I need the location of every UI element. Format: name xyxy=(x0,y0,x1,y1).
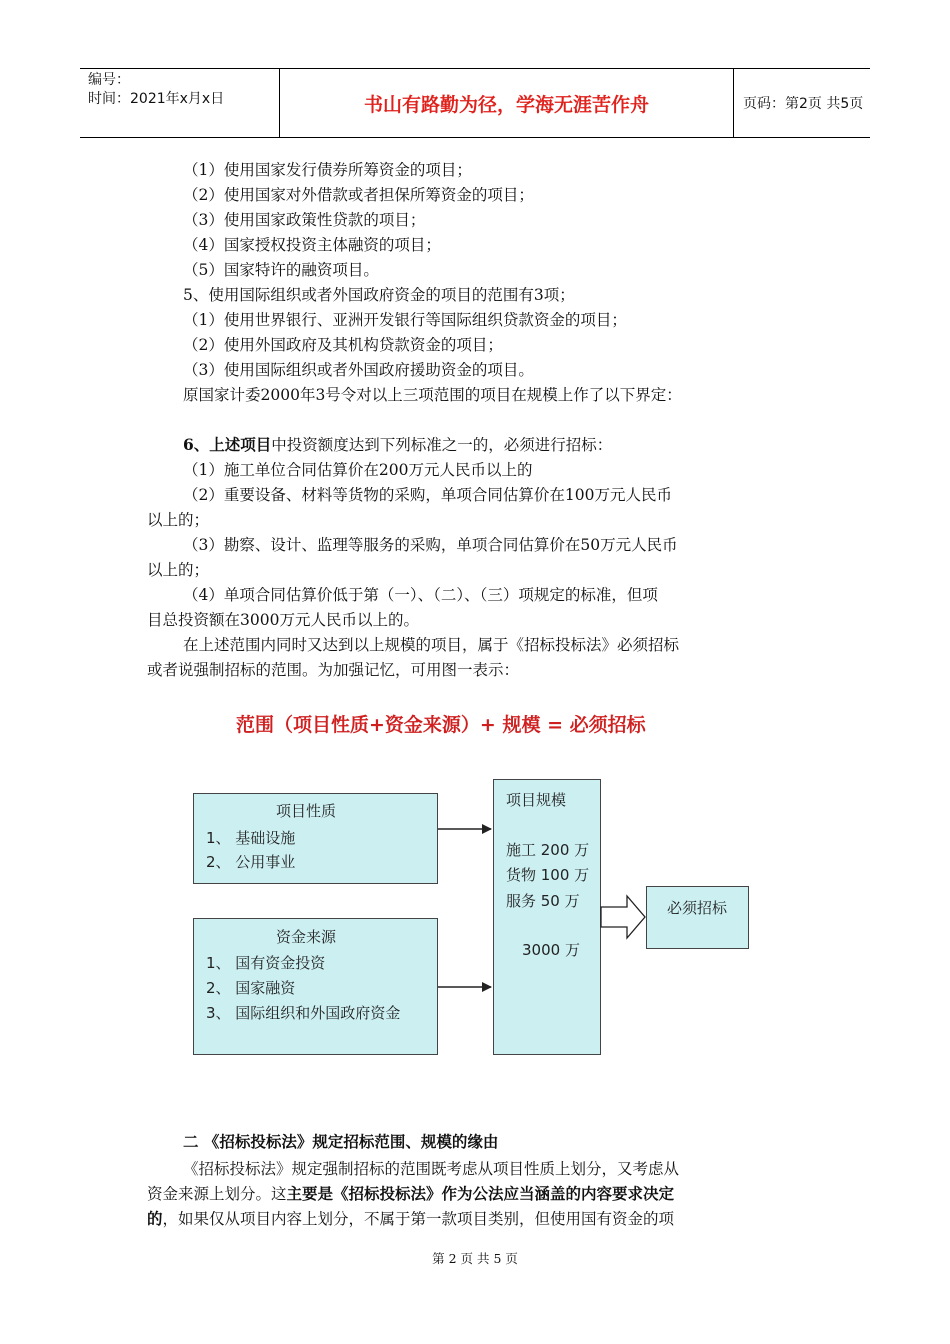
nature-item: 1、 基础设施 xyxy=(206,829,296,847)
body-line: 以上的； xyxy=(147,511,210,529)
body-line: 原国家计委2000年3号令对以上三项范围的项目在规模上作了以下界定： xyxy=(183,386,682,404)
body-line: 《招标投标法》规定强制招标的范围既考虑从项目性质上划分，又考虑从 xyxy=(183,1160,680,1178)
body-line: （1）使用国家发行债券所筹资金的项目； xyxy=(183,161,472,179)
body-line: 在上述范围内同时又达到以上规模的项目，属于《招标投标法》必须招标 xyxy=(183,636,680,654)
p2-normal: 资金来源上划分。这 xyxy=(147,1185,287,1203)
p2-bold: 主要是《招标投标法》作为公法应当涵盖的内容要求决定 xyxy=(286,1184,675,1203)
arrow-scale-to-result xyxy=(601,896,645,938)
p3-bold: 的 xyxy=(147,1209,163,1228)
body-line: 目总投资额在3000万元人民币以上的。 xyxy=(147,611,419,629)
header-motto: 书山有路勤为径，学海无涯苦作舟 xyxy=(280,69,734,137)
bold-lead: 6、上述项目 xyxy=(183,435,272,454)
body-line: （5）国家特许的融资项目。 xyxy=(183,261,379,279)
body-line: （2）使用国家对外借款或者担保所筹资金的项目； xyxy=(183,186,534,204)
funds-item: 1、 国有资金投资 xyxy=(206,954,326,972)
body-line: （3）勘察、设计、监理等服务的采购，单项合同估算价在50万元人民币 xyxy=(183,536,678,554)
body-line: （1）使用世界银行、亚洲开发银行等国际组织贷款资金的项目； xyxy=(183,311,627,329)
nature-title: 项目性质 xyxy=(276,802,337,820)
body-line: （2）使用外国政府及其机构贷款资金的项目； xyxy=(183,336,503,354)
body-line: （4）国家授权投资主体融资的项目； xyxy=(183,236,441,254)
scale-item: 服务 50 万 xyxy=(506,892,580,910)
header-page-label: 页码：第2页 共5页 xyxy=(743,96,864,112)
funds-title: 资金来源 xyxy=(276,928,337,946)
date-label: 时间：2021年x月x日 xyxy=(88,91,225,107)
body-line: 或者说强制招标的范围。为加强记忆，可用图一表示： xyxy=(147,661,520,679)
page-footer: 第 2 页 共 5 页 xyxy=(432,1251,518,1266)
body-line: （2）重要设备、材料等货物的采购，单项合同估算价在100万元人民币 xyxy=(183,486,672,504)
scale-total: 3000 万 xyxy=(522,941,580,959)
body-line xyxy=(147,1184,674,1204)
body-line: 以上的； xyxy=(147,561,210,579)
scale-title: 项目规模 xyxy=(506,791,567,809)
result-label: 必须招标 xyxy=(667,899,728,917)
body-line: （1）施工单位合同估算价在200万元人民币以上的 xyxy=(183,461,533,479)
funds-item: 3、 国际组织和外国政府资金 xyxy=(206,1004,401,1022)
number-label: 编号： xyxy=(88,72,130,88)
body-line: 5、使用国际组织或者外国政府资金的项目的范围有3项； xyxy=(183,286,575,304)
scale-item: 货物 100 万 xyxy=(506,866,590,884)
body-line xyxy=(147,1209,674,1229)
diagram-title: 范围（项目性质+资金来源）+ 规模 = 必须招标 xyxy=(236,714,646,736)
lead-rest: 中投资额度达到下列标准之一的，必须进行招标： xyxy=(271,436,613,454)
scale-item: 施工 200 万 xyxy=(506,841,590,859)
funds-item: 2、 国家融资 xyxy=(206,979,296,997)
body-line: （3）使用国际组织或者外国政府援助资金的项目。 xyxy=(183,361,534,379)
body-line: （3）使用国家政策性贷款的项目； xyxy=(183,211,426,229)
nature-item: 2、 公用事业 xyxy=(206,853,296,871)
section-heading: 二 《招标投标法》规定招标范围、规模的缘由 xyxy=(183,1132,499,1151)
body-line: （4）单项合同估算价低于第（一）、（二）、（三）项规定的标准，但项 xyxy=(183,586,658,604)
p3-normal: ，如果仅从项目内容上划分，不属于第一款项目类别，但使用国有资金的项 xyxy=(162,1210,675,1228)
